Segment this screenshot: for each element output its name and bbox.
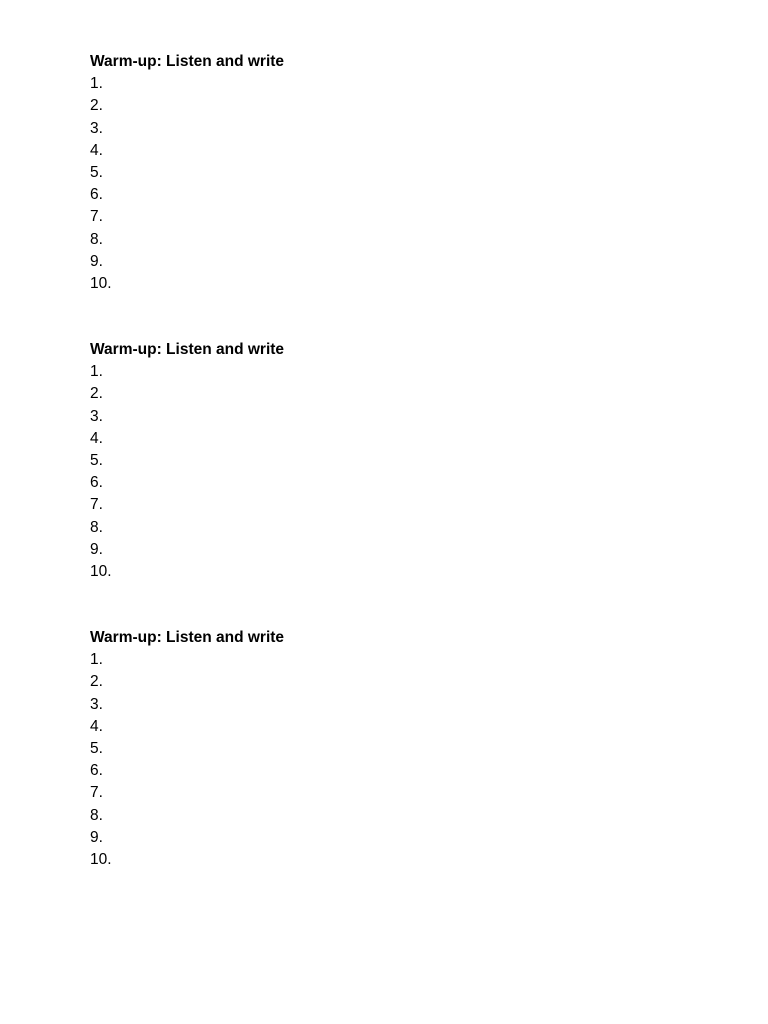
list-item: 3. [90, 407, 103, 425]
list-item: 1. [90, 651, 103, 669]
list-item: 8. [90, 230, 103, 248]
list-item: 4. [90, 429, 103, 447]
list-item: 9. [90, 828, 103, 846]
list-item: 2. [90, 97, 103, 115]
list-item: 2. [90, 385, 103, 403]
list-item: 8. [90, 806, 103, 824]
list-item: 7. [90, 496, 103, 514]
list-item: 1. [90, 363, 103, 381]
list-item: 5. [90, 163, 103, 181]
list-item: 3. [90, 119, 103, 137]
list-item: 9. [90, 252, 103, 270]
section-title: Warm-up: Listen and write [90, 341, 285, 358]
list-item: 5. [90, 739, 103, 757]
worksheet-section-1 [90, 51, 690, 295]
list-item: 4. [90, 717, 103, 735]
list-item: 6. [90, 474, 103, 492]
list-item: 10. [90, 274, 112, 292]
numbered-list [90, 73, 690, 295]
numbered-list [90, 649, 690, 871]
list-item: 5. [90, 451, 103, 469]
section-title: Warm-up: Listen and write [90, 53, 285, 70]
list-item: 7. [90, 208, 103, 226]
list-item: 10. [90, 850, 112, 868]
list-item: 8. [90, 518, 103, 536]
list-item: 4. [90, 141, 103, 159]
list-item: 6. [90, 186, 103, 204]
worksheet-section-3 [90, 627, 690, 871]
list-item: 2. [90, 673, 103, 691]
section-title: Warm-up: Listen and write [90, 629, 285, 646]
numbered-list [90, 361, 690, 583]
list-item: 3. [90, 695, 103, 713]
list-item: 10. [90, 562, 112, 580]
list-item: 6. [90, 762, 103, 780]
worksheet-section-2 [90, 339, 690, 583]
list-item: 1. [90, 75, 103, 93]
list-item: 7. [90, 784, 103, 802]
list-item: 9. [90, 540, 103, 558]
